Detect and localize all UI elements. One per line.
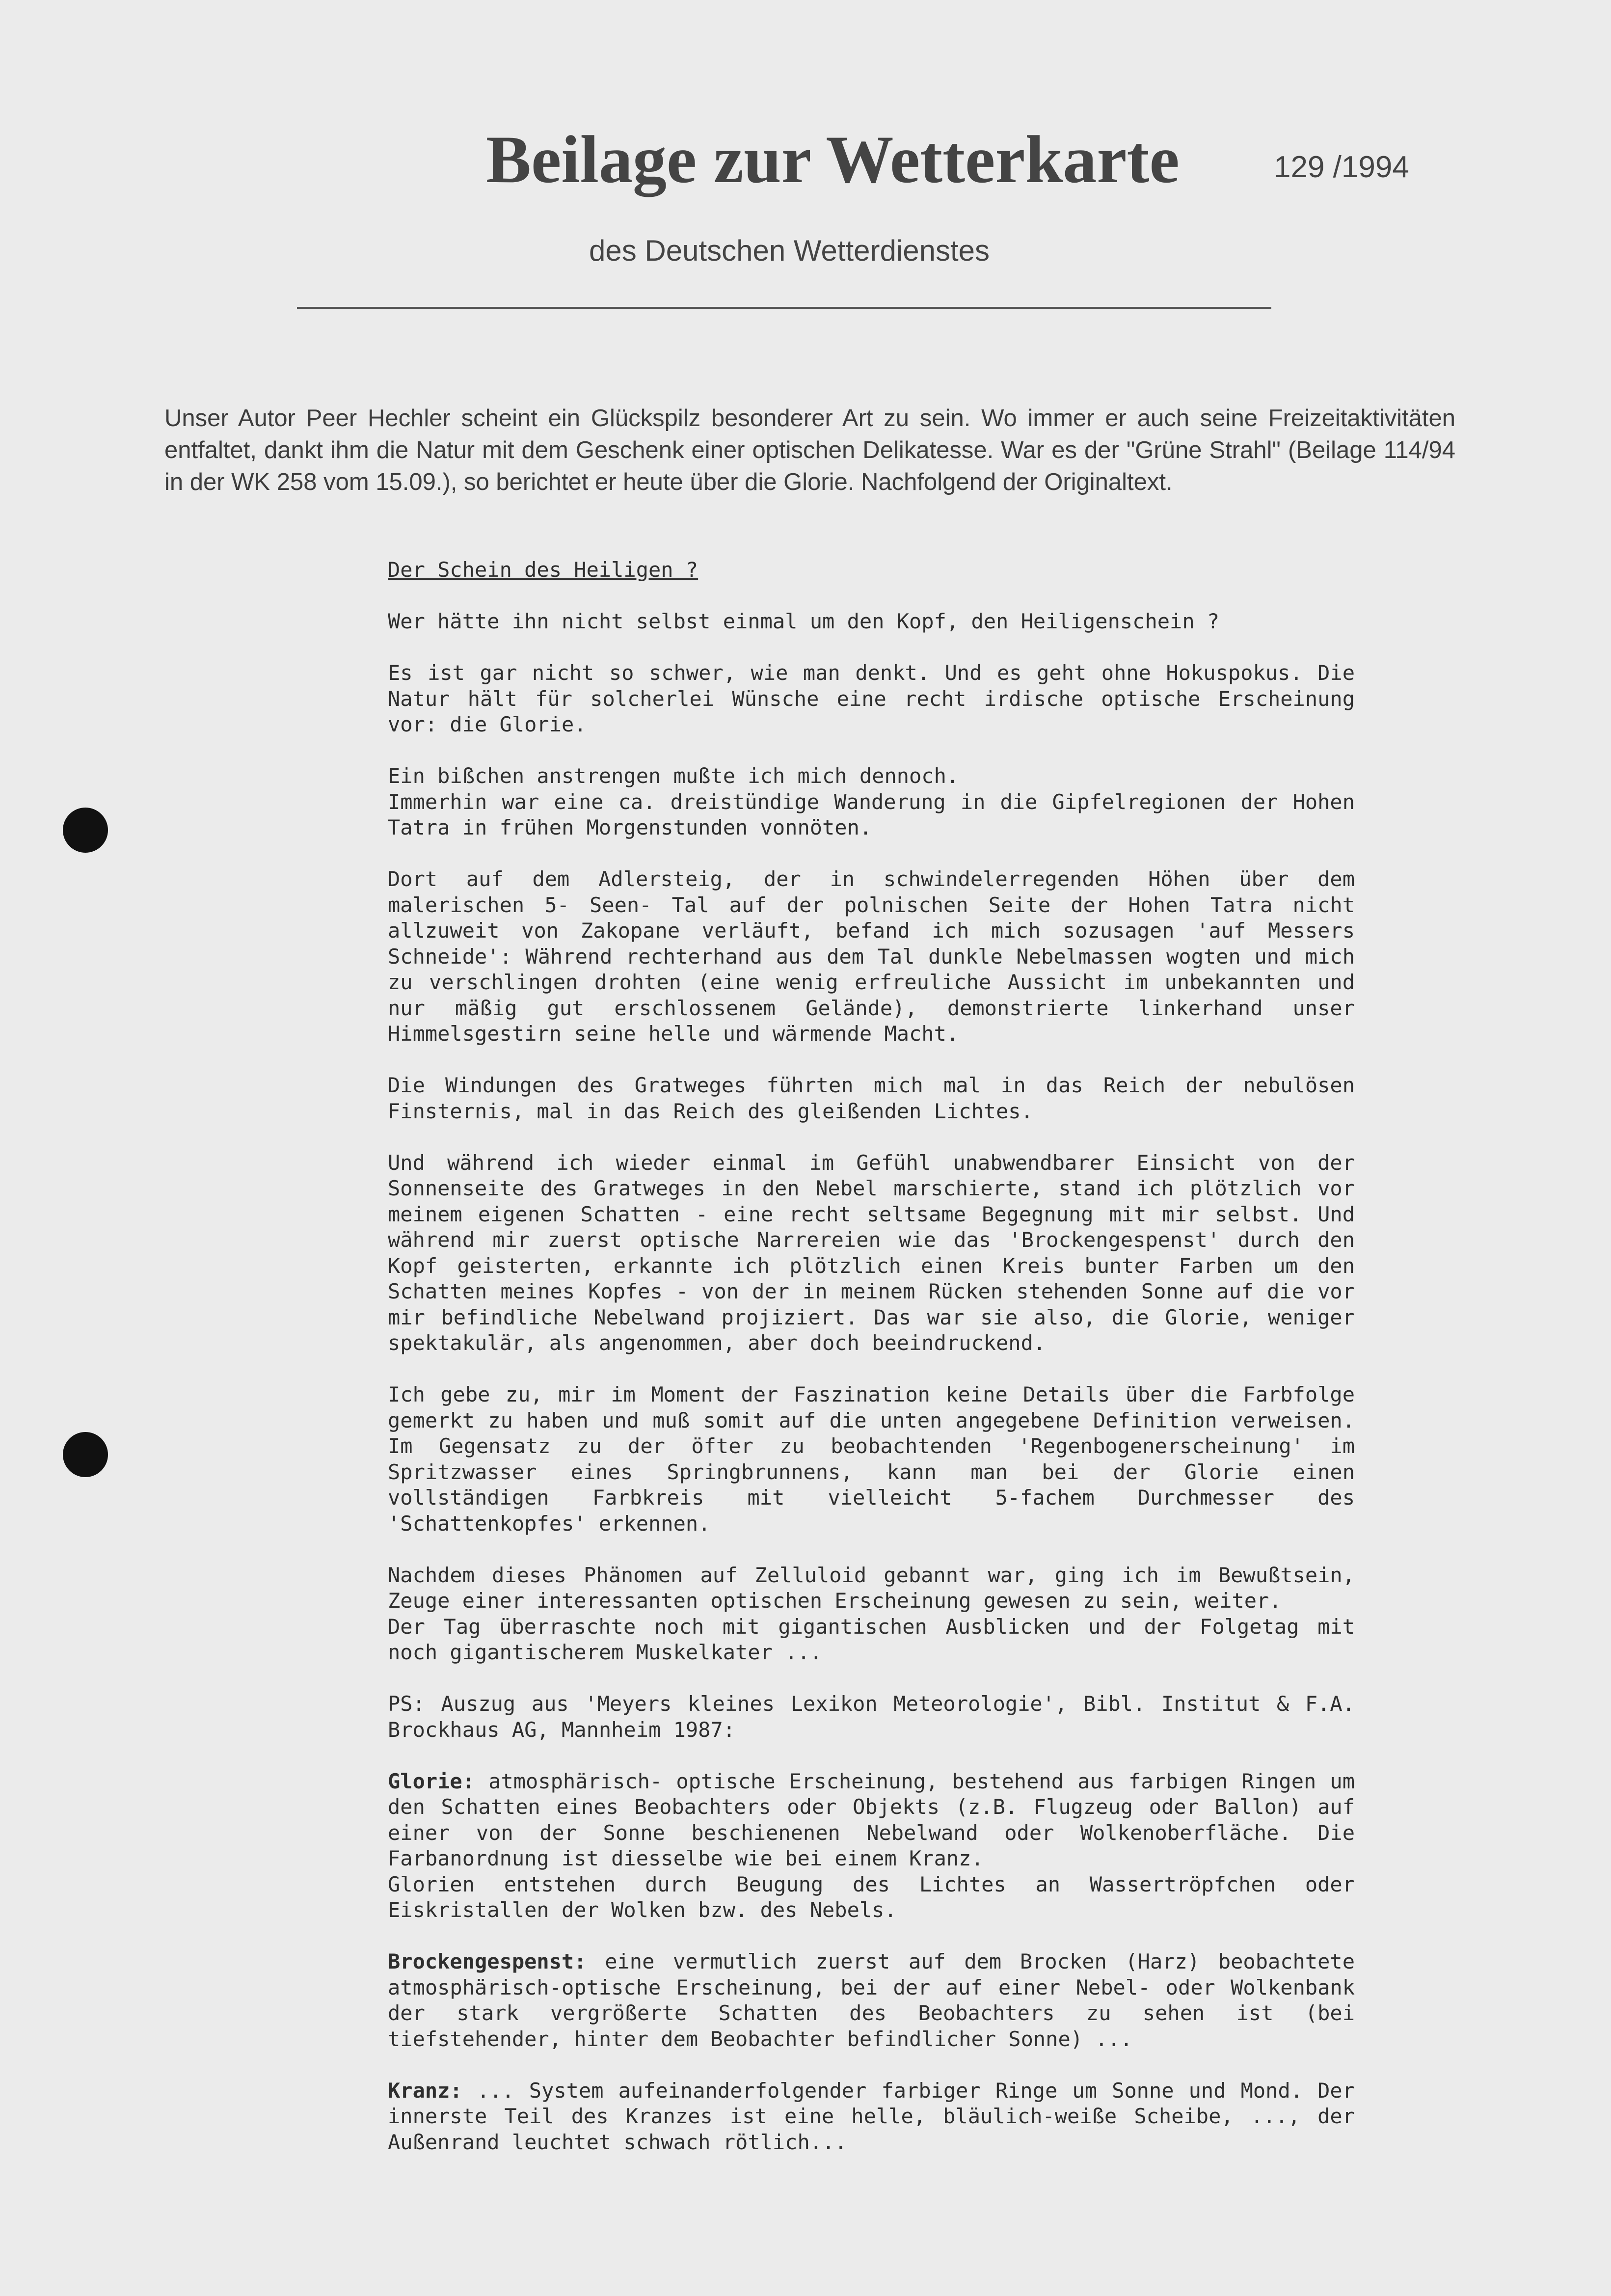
definition-glorie [388,1769,1355,1923]
page-title: Beilage zur Wetterkarte [486,122,1180,197]
article-paragraph: Es ist gar nicht so schwer, wie man denkt. Und es geht ohne Hokuspokus. Die Natur hält für solcherlei Wünsche eine recht irdische optische Erscheinung vor: die Glorie. [388,661,1355,736]
subtitle: des Deutschen Wetterdienstes [589,234,990,267]
header-rule [297,307,1271,309]
article-paragraph: PS: Auszug aus 'Meyers kleines Lexikon Meteorologie', Bibl. Institut & F.A. Brockhaus AG, Mannheim 1987: [388,1692,1355,1742]
definition-term: Glorie: [388,1769,475,1793]
issue-number: 129 /1994 [1274,150,1409,184]
article-paragraph: Nachdem dieses Phänomen auf Zelluloid gebannt war, ging ich im Bewußtsein, Zeuge einer interessanten optischen Erscheinung gewesen zu sein, weiter. Der Tag überraschte noch mit gigantischen Ausblicken und der Folgetag mit noch gigantischerem Muskelkater ... [388,1563,1355,1664]
intro-paragraph: Unser Autor Peer Hechler scheint ein Glückspilz besonderer Art zu sein. Wo immer er auch seine Freizeitaktivitäten entfaltet, dankt ihm die Natur mit dem Geschenk einer optischen Delikatesse. War es der "Grüne Strahl" (Beilage 114/94 in der WK 258 vom 15.09.), so berichtet er heute über die Glorie. Nachfolgend der Originaltext. [164,405,1455,495]
article-paragraph: Ein bißchen anstrengen mußte ich mich dennoch. Immerhin war eine ca. dreistündige Wanderung in die Gipfelregionen der Hohen Tatra in frühen Morgenstunden vonnöten. [388,764,1355,839]
definition-text: atmosphärisch- optische Erscheinung, bestehend aus farbigen Ringen um den Schatten eines Beobachters oder Objekts (z.B. Flugzeug oder Ballon) auf einer von der Sonne beschienenen Nebelwand oder Wolkenoberfläche. Die Farbanordnung ist diesselbe wie bei einem Kranz. Glorien entstehen durch Beugung des Lichtes an Wassertröpfchen oder Eiskristallen der Wolken bzw. des Nebels. [388,1769,1355,1922]
definition-term: Brockengespenst: [388,1949,587,1973]
article [388,557,1355,2181]
definition-brockengespenst [388,1949,1355,2052]
punch-hole [63,808,108,853]
article-paragraph: Ich gebe zu, mir im Moment der Faszination keine Details über die Farbfolge gemerkt zu haben und muß somit auf die unten angegebene Definition verweisen. Im Gegensatz zu der öfter zu beobachtenden 'Regenbogenerscheinung' im Spritzwasser eines Springbrunnens, kann man bei der Glorie einen vollständigen Farbkreis mit vielleicht 5-fachem Durchmesser des 'Schattenkopfes' erkennen. [388,1382,1355,1536]
definition-text: ... System aufeinanderfolgender farbiger Ringe um Sonne und Mond. Der innerste Teil des Kranzes ist eine helle, bläulich-weiße Scheibe, ..., der Außenrand leuchtet schwach rötlich... [388,2078,1355,2154]
definition-text: eine vermutlich zuerst auf dem Brocken (Harz) beobachtete atmosphärisch-optische Erscheinung, bei der auf einer Nebel- oder Wolkenbank der stark vergrößerte Schatten des Beobachters zu sehen ist (bei tiefstehender, hinter dem Beobachter befindlicher Sonne) ... [388,1949,1355,2051]
definition-kranz [388,2078,1355,2156]
article-paragraph: Dort auf dem Adlersteig, der in schwindelerregenden Höhen über dem malerischen 5- Seen- Tal auf der polnischen Seite der Hohen Tatra nicht allzuweit von Zakopane verläuft, befand ich mich sozusagen 'auf Messers Schneide': Während rechterhand aus dem Tal dunkle Nebelmassen wogten und mich zu verschlingen drohten (eine wenig erfreuliche Aussicht im unbekannten und nur mäßig gut erschlossenem Gelände), demonstrierte linkerhand unser Himmelsgestirn seine helle und wärmende Macht. [388,867,1355,1046]
article-paragraph: Wer hätte ihn nicht selbst einmal um den Kopf, den Heiligenschein ? [388,609,1220,633]
article-heading: Der Schein des Heiligen ? [388,558,698,582]
definition-term: Kranz: [388,2078,462,2103]
punch-hole [63,1432,108,1477]
article-paragraph: Die Windungen des Gratweges führten mich mal in das Reich der nebulösen Finsternis, mal in das Reich des gleißenden Lichtes. [388,1073,1355,1123]
article-paragraph: Und während ich wieder einmal im Gefühl unabwendbarer Einsicht von der Sonnenseite des Gratweges in den Nebel marschierte, stand ich plötzlich vor meinem eigenen Schatten - eine recht seltsame Begegnung mit mir selbst. Und während mir zuerst optische Narrereien wie das 'Brockengespenst' durch den Kopf geisterten, erkannte ich plötzlich einen Kreis bunter Farben um den Schatten meines Kopfes - von der in meinem Rücken stehenden Sonne auf die vor mir befindliche Nebelwand projiziert. Das war sie also, die Glorie, weniger spektakulär, als angenommen, aber doch beeindruckend. [388,1150,1355,1355]
